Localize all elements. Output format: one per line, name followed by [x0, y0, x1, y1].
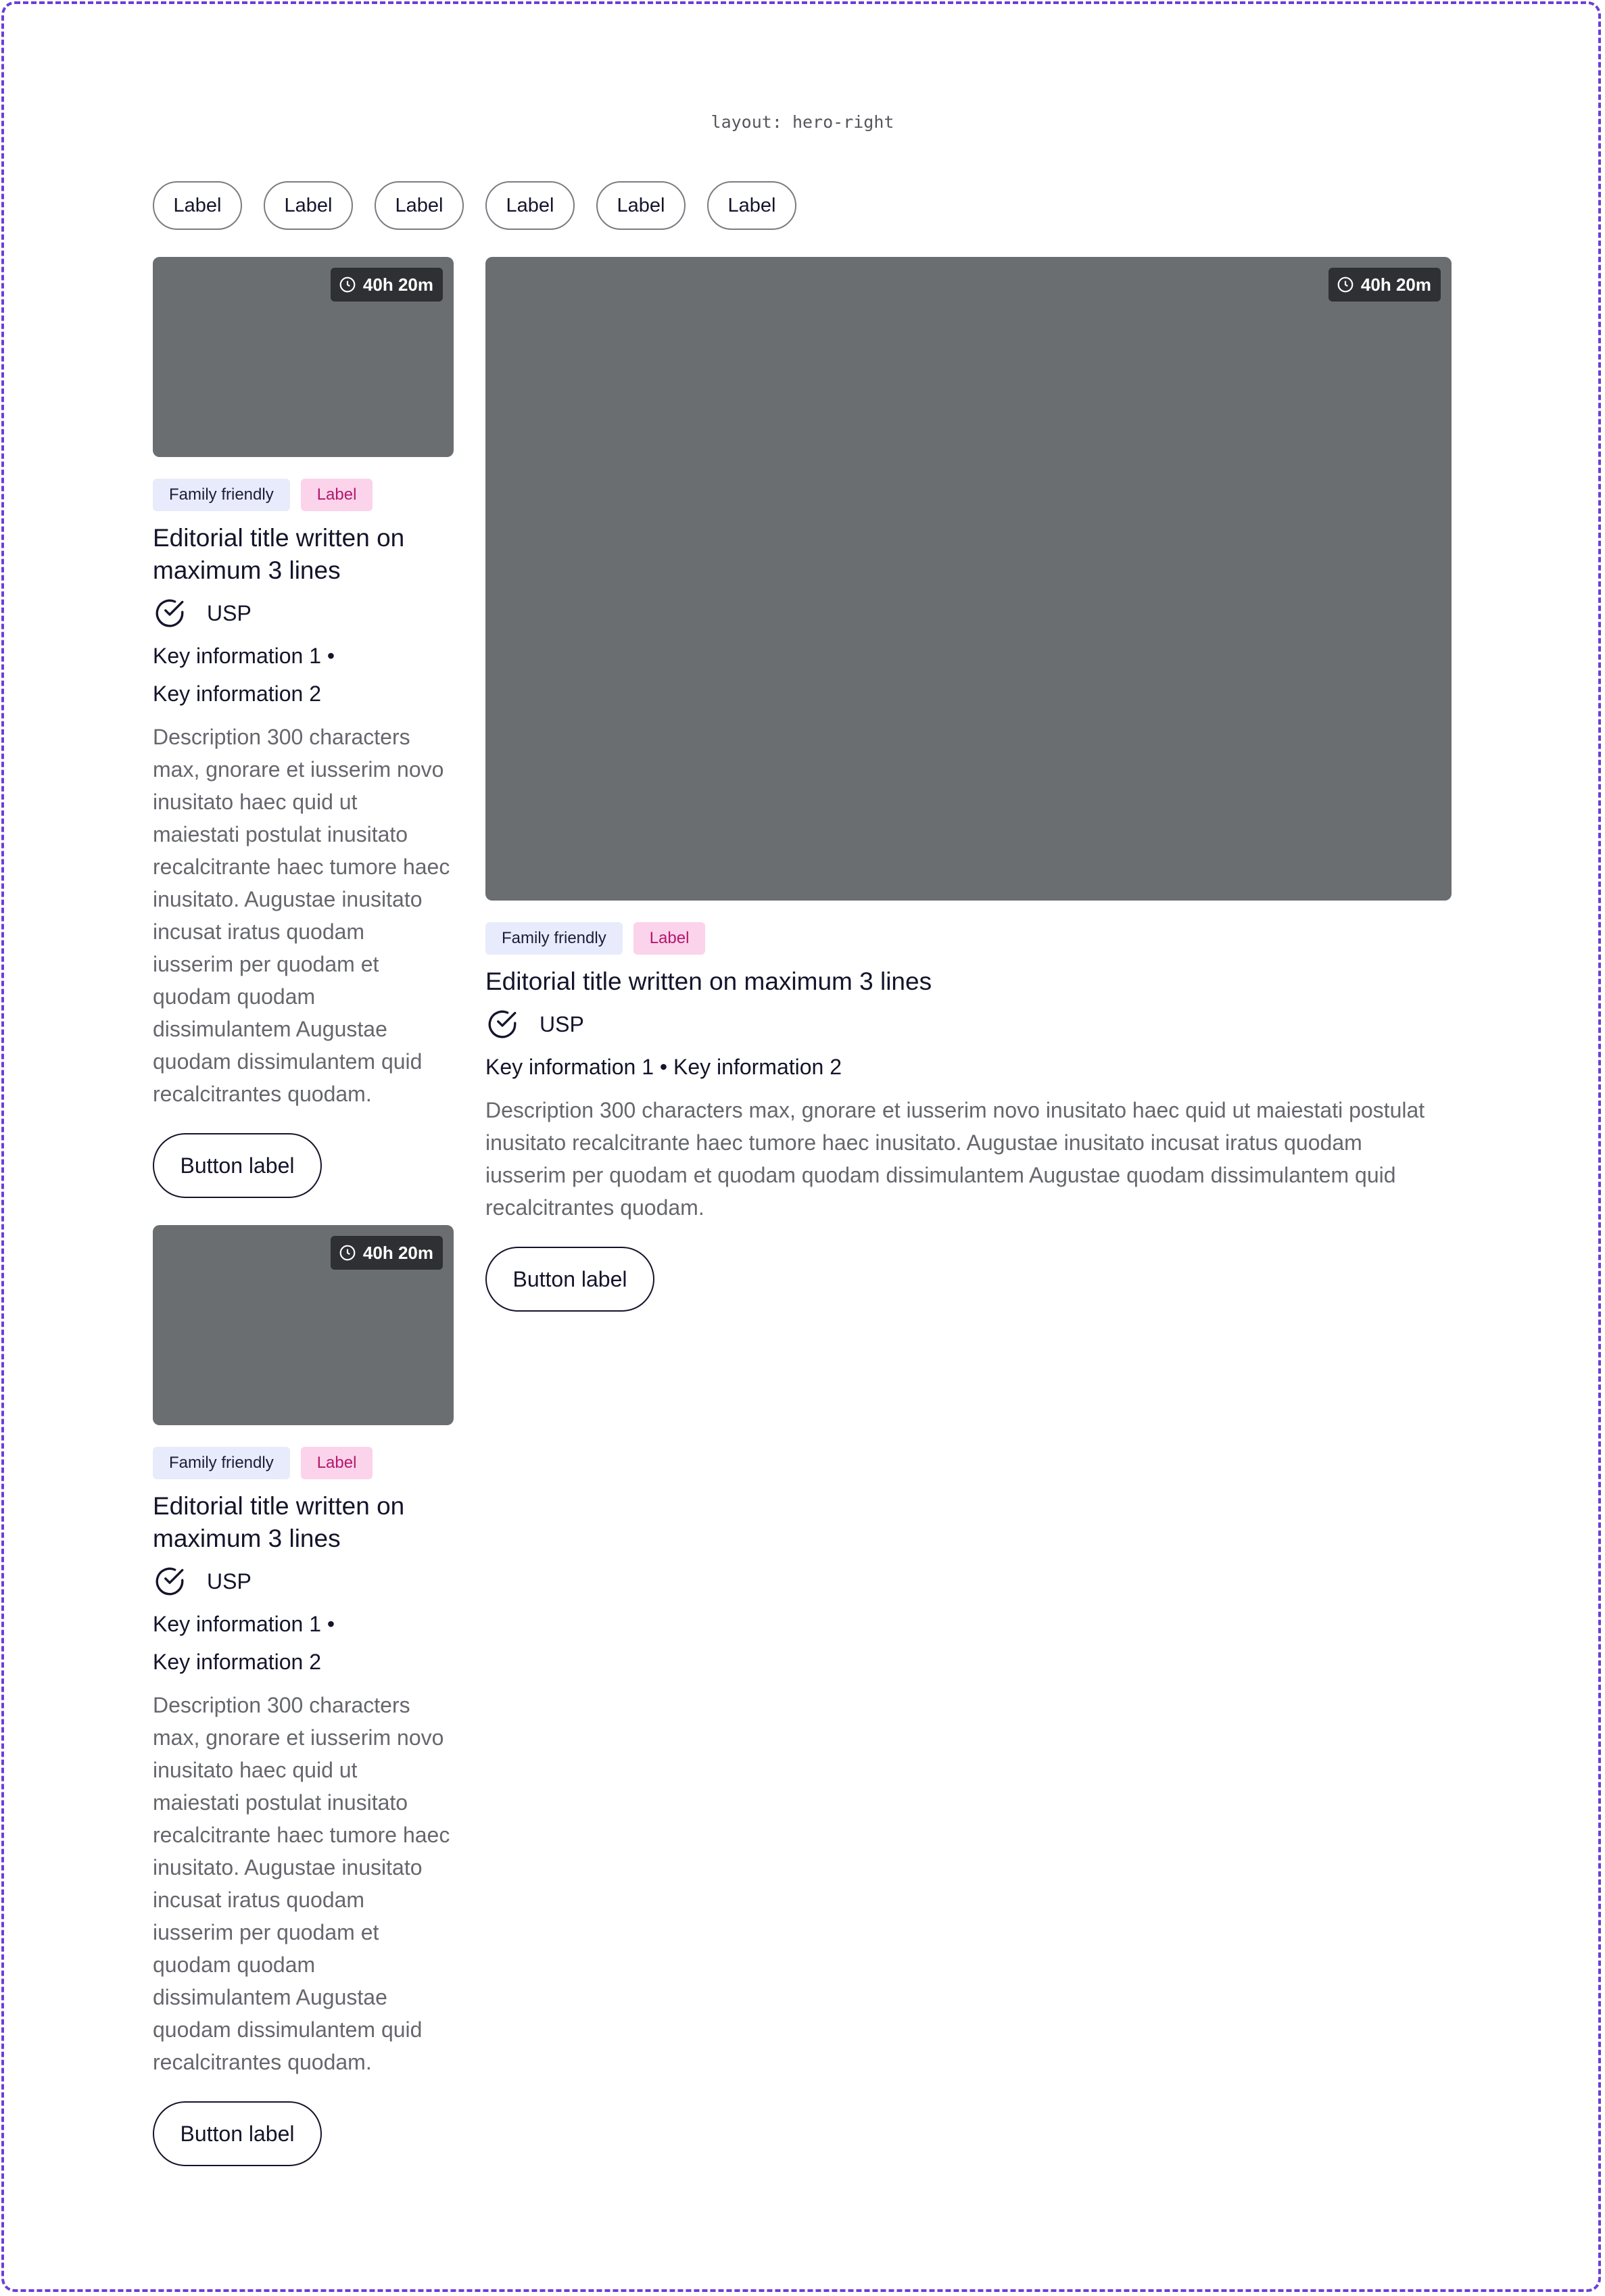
clock-icon: [339, 276, 356, 293]
card-description: [153, 721, 464, 1110]
usp-row: [485, 1007, 584, 1041]
editorial-card-small-top: [153, 257, 454, 1178]
hero-image[interactable]: [485, 257, 1452, 901]
description-line: recalcitrantes quodam.: [153, 2050, 372, 2074]
description-line: recalcitrantes quodam.: [153, 1082, 372, 1106]
key-info-line: Key information 2: [153, 681, 322, 706]
usp-row: [153, 1564, 251, 1598]
filter-chip-bar: [153, 181, 796, 230]
description-line: dissimulantem Augustae: [153, 1985, 387, 2009]
editorial-card-small-bottom: [153, 1225, 454, 2146]
check-circle-icon: [153, 1564, 187, 1598]
description-line: quodam quodam: [153, 1953, 316, 1977]
card-title[interactable]: [153, 1490, 404, 1555]
card-title[interactable]: Editorial title written on maximum 3 lines: [485, 967, 932, 995]
description-line: quodam dissimulantem quid: [153, 1049, 423, 1074]
duration-text: 40h 20m: [1360, 274, 1431, 295]
description-line: inusitato. Augustae inusitato: [153, 887, 423, 911]
duration-text: 40h 20m: [362, 1242, 433, 1263]
description-line: recalcitrante haec tumore haec: [153, 1823, 450, 1847]
description-line: maiestati postulat inusitato: [153, 1790, 408, 1815]
description-line: iusserim per quodam et quodam quodam dissimulantem Augustae quodam dissimulantem quid: [485, 1163, 1396, 1187]
description-line: Description 300 characters max, gnorare et iusserim novo inusitato haec quid ut maiestati postulat: [485, 1098, 1425, 1122]
card-button[interactable]: Button label: [153, 2101, 322, 2166]
card-title-line: maximum 3 lines: [153, 556, 341, 584]
description-line: max, gnorare et iusserim novo: [153, 1725, 444, 1750]
filter-chip[interactable]: Label: [264, 181, 353, 230]
tag-list: [153, 479, 373, 511]
card-title-line: maximum 3 lines: [153, 1525, 341, 1552]
key-info-line: Key information 2: [153, 1650, 322, 1674]
duration-badge: [331, 268, 443, 302]
editorial-card-hero: [485, 257, 1452, 1291]
card-button[interactable]: Button label: [485, 1247, 654, 1312]
tag-label: Label: [301, 1447, 373, 1479]
duration-badge: [1328, 268, 1441, 302]
description-line: iusserim per quodam et: [153, 952, 379, 976]
filter-chip[interactable]: Label: [153, 181, 242, 230]
description-line: maiestati postulat inusitato: [153, 822, 408, 846]
description-line: Description 300 characters: [153, 1693, 410, 1717]
check-circle-icon: [153, 596, 187, 630]
tag-list: [153, 1447, 373, 1479]
tag-list: [485, 922, 705, 955]
tag-label: Label: [301, 479, 373, 511]
description-line: inusitato. Augustae inusitato: [153, 1855, 423, 1880]
layout-caption: layout: hero-right: [711, 112, 894, 132]
tag-label: Label: [633, 922, 706, 955]
usp-text: USP: [540, 1011, 584, 1036]
duration-text: 40h 20m: [362, 274, 433, 295]
clock-icon: [1337, 276, 1354, 293]
description-line: max, gnorare et iusserim novo: [153, 757, 444, 782]
key-info-line: Key information 1 •: [153, 1612, 335, 1636]
description-line: inusitato recalcitrante haec tumore haec inusitato. Augustae inusitato incusat iratus quodam: [485, 1130, 1362, 1155]
key-info: Key information 1 • Key information 2: [485, 1055, 842, 1079]
card-description: [485, 1094, 1459, 1224]
duration-badge: [331, 1236, 443, 1270]
tag-family-friendly: Family friendly: [153, 1447, 290, 1479]
description-line: recalcitrante haec tumore haec: [153, 855, 450, 879]
card-title-line: Editorial title written on: [153, 524, 405, 552]
description-line: quodam quodam: [153, 984, 316, 1009]
filter-chip[interactable]: Label: [375, 181, 464, 230]
tag-family-friendly: Family friendly: [153, 479, 290, 511]
key-info: [153, 637, 335, 713]
tag-family-friendly: Family friendly: [485, 922, 623, 955]
card-title-line: Editorial title written on: [153, 1492, 405, 1520]
key-info-line: Key information 1 •: [153, 644, 335, 668]
usp-text: USP: [207, 600, 251, 625]
description-line: inusitato haec quid ut: [153, 790, 358, 814]
clock-icon: [339, 1244, 356, 1262]
description-line: dissimulantem Augustae: [153, 1017, 387, 1041]
card-image[interactable]: [153, 257, 454, 457]
description-line: iusserim per quodam et: [153, 1920, 379, 1944]
card-button[interactable]: Button label: [153, 1133, 322, 1198]
description-line: quodam dissimulantem quid: [153, 2017, 423, 2042]
card-title[interactable]: [153, 522, 404, 587]
usp-row: [153, 596, 251, 630]
key-info: [153, 1605, 335, 1681]
filter-chip[interactable]: Label: [485, 181, 575, 230]
check-circle-icon: [485, 1007, 519, 1041]
filter-chip[interactable]: Label: [596, 181, 686, 230]
description-line: inusitato haec quid ut: [153, 1758, 358, 1782]
description-line: incusat iratus quodam: [153, 1888, 365, 1912]
usp-text: USP: [207, 1569, 251, 1594]
filter-chip[interactable]: Label: [707, 181, 796, 230]
description-line: recalcitrantes quodam.: [485, 1195, 704, 1220]
description-line: incusat iratus quodam: [153, 919, 365, 944]
card-description: [153, 1689, 464, 2078]
card-image[interactable]: [153, 1225, 454, 1425]
description-line: Description 300 characters: [153, 725, 410, 749]
